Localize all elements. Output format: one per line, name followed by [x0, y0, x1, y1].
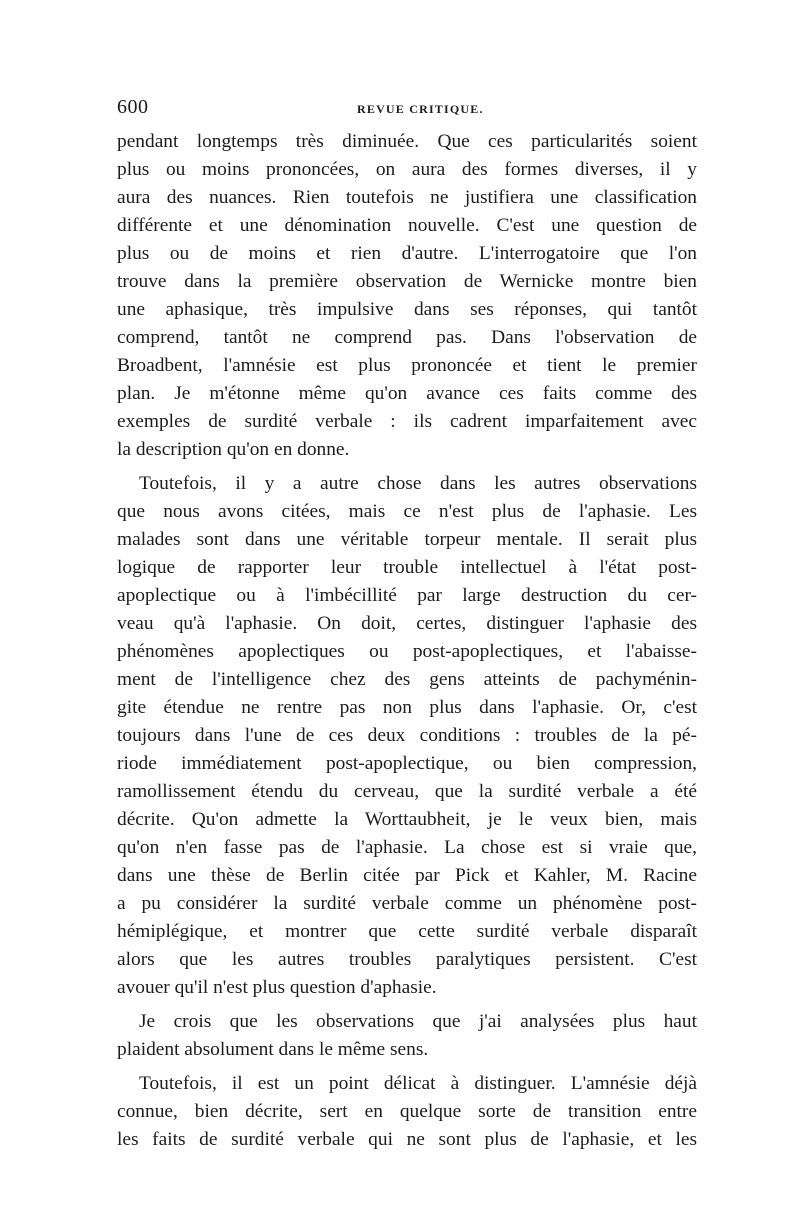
text-line: exemples de surdité verbale : ils cadrent imparfaitement avec: [117, 411, 697, 432]
text-line: plan. Je m'étonne même qu'on avance ces faits comme des: [117, 383, 697, 404]
text-line: phénomènes apoplectiques ou post-apoplectiques, et l'abaisse-: [117, 641, 697, 662]
text-line: toujours dans l'une de ces deux conditions : troubles de la pé-: [117, 725, 697, 746]
paragraph: [117, 1008, 697, 1064]
text-line: hémiplégique, et montrer que cette surdité verbale disparaît: [117, 921, 697, 942]
text-line: aura des nuances. Rien toutefois ne justifiera une classification: [117, 187, 697, 208]
text-line: malades sont dans une véritable torpeur mentale. Il serait plus: [117, 529, 697, 550]
text-line: gite étendue ne rentre pas non plus dans l'aphasie. Or, c'est: [117, 697, 697, 718]
text-line: logique de rapporter leur trouble intellectuel à l'état post-: [117, 557, 697, 578]
text-line: riode immédiatement post-apoplectique, ou bien compression,: [117, 753, 697, 774]
text-line: avouer qu'il n'est plus question d'aphasie.: [117, 977, 437, 998]
text-line: ment de l'intelligence chez des gens atteints de pachyménin-: [117, 669, 697, 690]
text-line: différente et une dénomination nouvelle. C'est une question de: [117, 215, 697, 236]
page-header: [117, 92, 697, 122]
text-line: que nous avons citées, mais ce n'est plus de l'aphasie. Les: [117, 501, 697, 522]
text-line: trouve dans la première observation de Wernicke montre bien: [117, 271, 697, 292]
text-line: qu'on n'en fasse pas de l'aphasie. La chose est si vraie que,: [117, 837, 697, 858]
text-line: plus ou moins prononcées, on aura des formes diverses, il y: [117, 159, 697, 180]
text-line: Broadbent, l'amnésie est plus prononcée et tient le premier: [117, 355, 697, 376]
body-text: [117, 128, 697, 1154]
paragraph: [117, 128, 697, 464]
text-line: pendant longtemps très diminuée. Que ces particularités soient: [117, 131, 697, 152]
text-line: comprend, tantôt ne comprend pas. Dans l'observation de: [117, 327, 697, 348]
text-line: une aphasique, très impulsive dans ses réponses, qui tantôt: [117, 299, 697, 320]
text-line: plus ou de moins et rien d'autre. L'interrogatoire que l'on: [117, 243, 697, 264]
text-line: la description qu'on en donne.: [117, 439, 350, 460]
text-line: a pu considérer la surdité verbale comme un phénomène post-: [117, 893, 697, 914]
running-head: REVUE CRITIQUE.: [357, 102, 484, 116]
text-line: ramollissement étendu du cerveau, que la surdité verbale a été: [117, 781, 697, 802]
text-line: dans une thèse de Berlin citée par Pick et Kahler, M. Racine: [117, 865, 697, 886]
text-line: décrite. Qu'on admette la Worttaubheit, je le veux bien, mais: [117, 809, 697, 830]
page-number: 600: [117, 96, 149, 118]
book-page: [117, 92, 697, 1154]
text-line: alors que les autres troubles paralytiques persistent. C'est: [117, 949, 697, 970]
text-line: plaident absolument dans le même sens.: [117, 1039, 429, 1060]
text-line: Toutefois, il est un point délicat à distinguer. L'amnésie déjà: [139, 1073, 697, 1094]
text-line: veau qu'à l'aphasie. On doit, certes, distinguer l'aphasie des: [117, 613, 697, 634]
text-line: les faits de surdité verbale qui ne sont plus de l'aphasie, et les: [117, 1129, 697, 1150]
paragraph: [117, 470, 697, 1002]
paragraph: [117, 1070, 697, 1154]
text-line: Toutefois, il y a autre chose dans les autres observations: [139, 473, 697, 494]
text-line: Je crois que les observations que j'ai analysées plus haut: [139, 1011, 697, 1032]
text-line: connue, bien décrite, sert en quelque sorte de transition entre: [117, 1101, 697, 1122]
text-line: apoplectique ou à l'imbécillité par large destruction du cer-: [117, 585, 697, 606]
